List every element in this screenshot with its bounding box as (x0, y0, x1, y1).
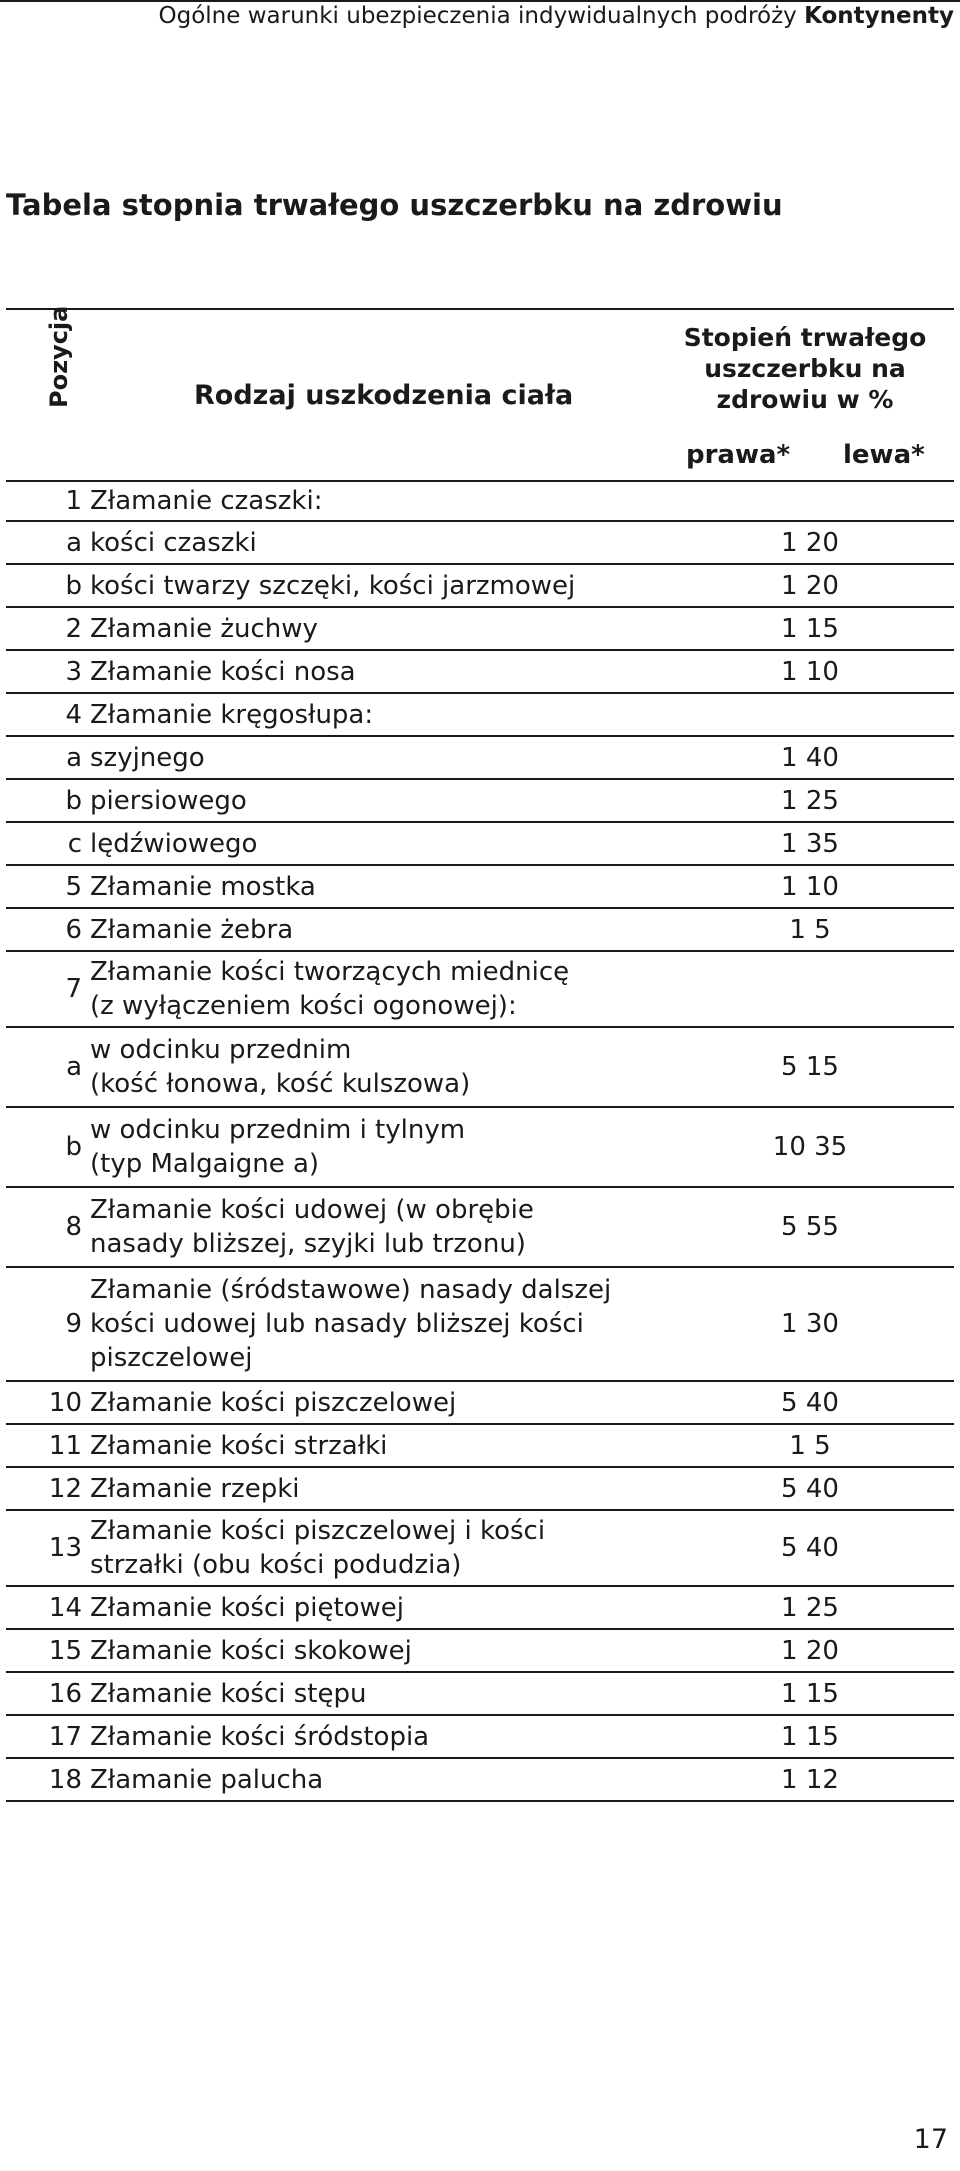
column-header-pozycja: Pozycja (45, 305, 73, 408)
row-position: 17 (48, 1721, 82, 1752)
row-value: 5 15 (781, 1052, 839, 1082)
row-description: kości twarzy szczęki, kości jarzmowej (90, 570, 576, 601)
row-description: Złamanie kości śródstopia (90, 1721, 430, 1752)
row-description: Złamanie kości stępu (90, 1678, 367, 1709)
table-row (6, 651, 954, 694)
row-position: a (66, 527, 82, 558)
table-row (6, 1425, 954, 1468)
row-value: 5 55 (781, 1212, 839, 1242)
row-description: Złamanie żebra (90, 914, 294, 945)
row-description: Złamanie kręgosłupa: (90, 699, 374, 730)
table-row (6, 1716, 954, 1759)
page-title: Tabela stopnia trwałego uszczerbku na zdrowiu (6, 188, 783, 222)
table-row (6, 565, 954, 608)
row-value: 1 5 (789, 914, 831, 945)
row-description: Złamanie (śródstawowe) nasady dalszej kości udowej lub nasady bliższej kości piszczelowej (90, 1275, 612, 1373)
row-position: 12 (48, 1473, 82, 1504)
row-description: Złamanie kości piętowej (90, 1592, 405, 1623)
table-row (6, 737, 954, 780)
row-description: Złamanie kości skokowej (90, 1635, 412, 1666)
running-header-text: Ogólne warunki ubezpieczenia indywidualnych podróży (158, 3, 797, 29)
row-value: 1 25 (781, 785, 839, 816)
row-position: 4 (65, 699, 82, 730)
row-value: 1 15 (781, 1721, 839, 1752)
row-position: 18 (48, 1764, 82, 1795)
row-value: 5 40 (781, 1533, 839, 1563)
row-value: 5 40 (781, 1473, 839, 1504)
table-row (6, 1382, 954, 1425)
row-description: kości czaszki (90, 527, 257, 558)
row-description: w odcinku przednim i tylnym (typ Malgaigne a) (90, 1115, 466, 1179)
row-description: Złamanie kości udowej (w obrębie nasady bliższej, szyjki lub trzonu) (90, 1195, 534, 1259)
row-description: Złamanie mostka (90, 871, 316, 902)
row-value: 1 15 (781, 613, 839, 644)
row-value: 1 15 (781, 1678, 839, 1709)
running-header-product: Kontynenty (804, 3, 954, 29)
row-description: Złamanie rzepki (90, 1473, 300, 1504)
table-row (6, 1268, 954, 1382)
column-header-stopien: Stopień trwałego uszczerbku na zdrowiu w % (683, 323, 927, 414)
column-header-rodzaj: Rodzaj uszkodzenia ciała (194, 380, 574, 411)
table-row (6, 823, 954, 866)
row-value: 1 20 (781, 527, 839, 558)
table-row (6, 482, 954, 522)
table-row (6, 1759, 954, 1802)
table-row (6, 909, 954, 952)
row-value: 1 20 (781, 1635, 839, 1666)
table-row (6, 1673, 954, 1716)
table-row (6, 866, 954, 909)
table-row (6, 780, 954, 823)
row-position: b (65, 785, 82, 816)
row-description: szyjnego (90, 742, 205, 773)
table-row (6, 608, 954, 651)
table-row (6, 1630, 954, 1673)
row-position: 16 (48, 1678, 82, 1709)
row-value: 10 35 (772, 1132, 848, 1162)
row-position: 14 (48, 1592, 82, 1623)
row-position: 11 (48, 1430, 82, 1461)
row-value: 1 12 (781, 1764, 839, 1795)
row-position: a (66, 742, 82, 773)
row-position: 8 (65, 1212, 82, 1242)
table-row (6, 522, 954, 565)
row-position: 3 (65, 656, 82, 687)
row-position: 7 (65, 974, 82, 1004)
row-value: 1 30 (781, 1309, 839, 1339)
table-row (6, 1188, 954, 1268)
row-value: 1 10 (781, 871, 839, 902)
row-position: 2 (65, 613, 82, 644)
row-description: Złamanie kości piszczelowej i kości strzałki (obu kości podudzia) (90, 1516, 546, 1580)
row-description: Złamanie kości tworzących miednicę (z wyłączeniem kości ogonowej): (90, 957, 570, 1021)
row-position: b (65, 1132, 82, 1162)
row-description: Złamanie palucha (90, 1764, 324, 1795)
table-top-rule (6, 308, 954, 310)
row-description: Złamanie czaszki: (90, 486, 323, 516)
table-row (6, 1108, 954, 1188)
table-row (6, 1511, 954, 1587)
row-description: Złamanie kości strzałki (90, 1430, 388, 1461)
row-position: a (66, 1052, 82, 1082)
row-position: 10 (48, 1387, 82, 1418)
row-description: Złamanie kości piszczelowej (90, 1387, 457, 1418)
row-position: c (67, 828, 82, 859)
table-row (6, 694, 954, 737)
row-description: lędźwiowego (90, 828, 258, 859)
table-row (6, 1468, 954, 1511)
row-description: Złamanie żuchwy (90, 613, 318, 644)
row-description: Złamanie kości nosa (90, 656, 356, 687)
table-row (6, 1587, 954, 1630)
row-description: w odcinku przednim (kość łonowa, kość kulszowa) (90, 1035, 471, 1099)
row-position: 15 (48, 1635, 82, 1666)
row-position: 5 (65, 871, 82, 902)
row-value: 1 35 (781, 828, 839, 859)
table-row (6, 1028, 954, 1108)
row-value: 1 20 (781, 570, 839, 601)
row-position: 1 (65, 486, 82, 516)
row-position: b (65, 570, 82, 601)
column-header-lewa: lewa* (843, 440, 925, 470)
running-header (159, 3, 955, 29)
row-value: 1 40 (781, 742, 839, 773)
table-row (6, 952, 954, 1028)
row-position: 6 (65, 914, 82, 945)
row-value: 1 5 (789, 1430, 831, 1461)
table-body (6, 482, 954, 1802)
row-position: 13 (48, 1533, 82, 1563)
row-description: piersiowego (90, 785, 247, 816)
row-value: 5 40 (781, 1387, 839, 1418)
row-value: 1 10 (781, 656, 839, 687)
row-value: 1 25 (781, 1592, 839, 1623)
page-number: 17 (913, 2124, 948, 2155)
row-position: 9 (65, 1309, 82, 1339)
column-header-prawa: prawa* (686, 440, 791, 470)
